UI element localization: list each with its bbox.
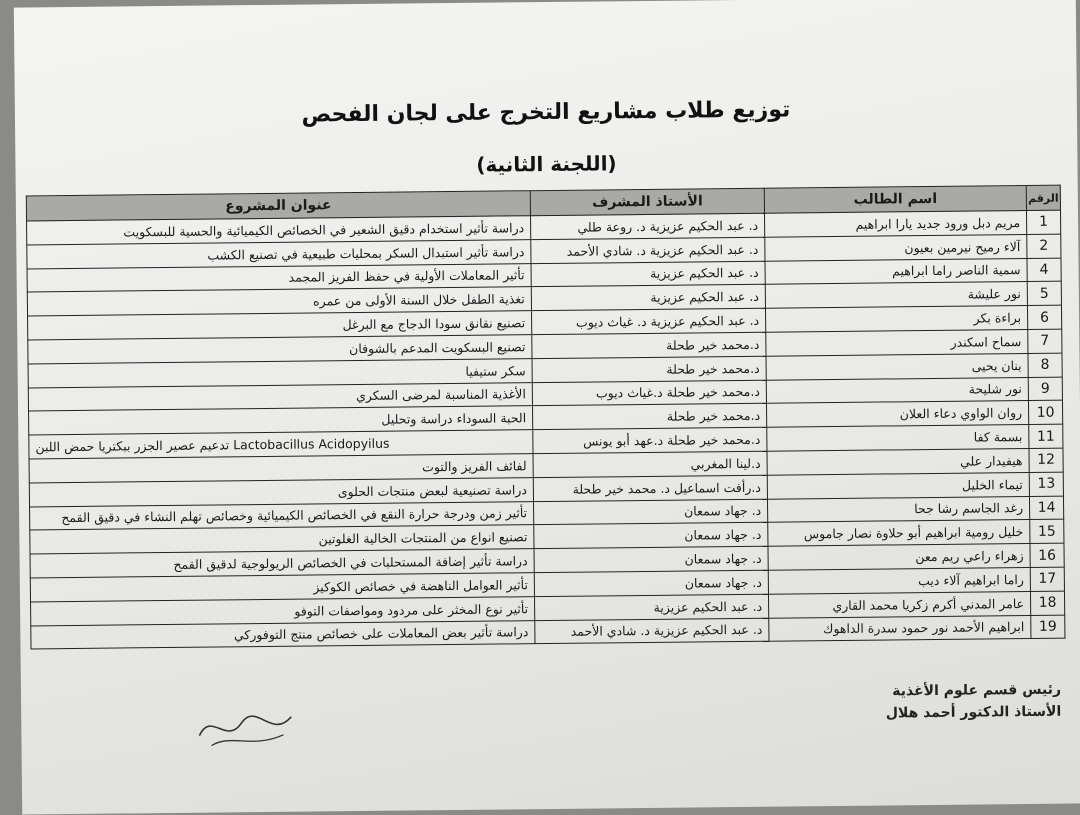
student-names: مريم دبل ورود جديد يارا ابراهيم bbox=[764, 210, 1026, 237]
row-number: 2 bbox=[1027, 234, 1061, 258]
column-header-student: اسم الطالب bbox=[764, 185, 1026, 213]
student-names: روان الواوي دعاء العلان bbox=[766, 401, 1028, 428]
row-number: 15 bbox=[1030, 519, 1064, 543]
project-title: تصنيع انواع من المنتجات الخالية الغلوتين bbox=[30, 525, 534, 554]
row-number: 12 bbox=[1029, 448, 1063, 472]
project-title: دراسة تأثير إضافة المستحلبات في الخصائص الريولوجية لدقيق القمح bbox=[30, 549, 534, 578]
supervisor-names: د.رأفت اسماعيل د. محمد خير طحلة bbox=[533, 475, 767, 501]
project-title: دراسة تأثير بعض المعاملات على خصائص منتج التوفوركي bbox=[31, 620, 535, 649]
row-number: 9 bbox=[1028, 377, 1062, 401]
project-title: دراسة تأثير استخدام دقيق الشعير في الخصائص الكيميائية والحسية للبسكويت bbox=[27, 216, 531, 245]
supervisor-names: د. جهاد سمعان bbox=[534, 499, 768, 525]
supervisor-names: د. عبد الحكيم عزيزية bbox=[531, 285, 765, 311]
page-title: توزيع طلاب مشاريع التخرج على لجان الفحص bbox=[301, 97, 791, 128]
row-number: 8 bbox=[1028, 353, 1062, 377]
project-title: تأثير العوامل الناهضة في خصائص الكوكيز bbox=[30, 573, 534, 602]
supervisor-names: د.محمد خير طحلة bbox=[532, 356, 766, 382]
supervisor-names: د.محمد خير طحلة bbox=[533, 404, 767, 430]
column-header-supervisor: الأستاذ المشرف bbox=[530, 188, 764, 215]
supervisor-names: د. جهاد سمعان bbox=[534, 546, 768, 572]
handwritten-signature bbox=[191, 705, 301, 754]
supervisor-names: د. عبد الحكيم عزيزية د. شادي الأحمد bbox=[535, 618, 769, 644]
student-names: نور شليحة bbox=[766, 377, 1028, 404]
project-title: تدعيم عصير الجزر ببكتريا حمض اللبن Lactobacillus Acidopyilus bbox=[29, 430, 533, 459]
student-names: نور عليشة bbox=[765, 282, 1027, 309]
distribution-table bbox=[26, 185, 1066, 650]
supervisor-names: د. عبد الحكيم عزيزية bbox=[531, 261, 765, 287]
student-names: تيماء الخليل bbox=[767, 472, 1029, 499]
supervisor-names: د. جهاد سمعان bbox=[534, 570, 768, 596]
project-title: تأثير نوع المخثر على مردود ومواصفات التوفو bbox=[31, 596, 535, 625]
student-names: راما ابراهيم آلاء ديب bbox=[768, 567, 1030, 594]
supervisor-names: د. عبد الحكيم عزيزية د. غياث ديوب bbox=[532, 308, 766, 334]
student-names: بسمة كفا bbox=[767, 425, 1029, 452]
project-title: تصنيع نقانق سودا الدجاج مع البرغل bbox=[28, 311, 532, 340]
row-number: 1 bbox=[1026, 210, 1060, 234]
supervisor-names: د. جهاد سمعان bbox=[534, 523, 768, 549]
department-head-name: الأستاذ الدكتور أحمد هلال bbox=[885, 703, 1062, 722]
supervisor-names: د.لينا المغربي bbox=[533, 451, 767, 477]
student-names: خليل رومية ابراهيم أبو حلاوة نصار جاموس bbox=[768, 520, 1030, 547]
project-title: دراسة تأثير استبدال السكر بمحليات طبيعية في تصنيع الكشب bbox=[27, 239, 531, 268]
student-names: بنان يحيى bbox=[766, 353, 1028, 380]
row-number: 14 bbox=[1029, 496, 1063, 520]
document-page bbox=[14, 0, 1080, 815]
supervisor-names: د. عبد الحكيم عزيزية bbox=[534, 594, 768, 620]
row-number: 13 bbox=[1029, 472, 1063, 496]
student-names: رغد الجاسم رشا جحا bbox=[767, 496, 1029, 523]
student-names: سمية الناصر راما ابراهيم bbox=[765, 258, 1027, 285]
row-number: 16 bbox=[1030, 543, 1064, 567]
student-names: سماح اسكندر bbox=[766, 329, 1028, 356]
row-number: 5 bbox=[1027, 282, 1061, 306]
row-number: 6 bbox=[1027, 305, 1061, 329]
student-names: زهراء راعي ريم معن bbox=[768, 544, 1030, 571]
row-number: 7 bbox=[1028, 329, 1062, 353]
row-number: 19 bbox=[1031, 615, 1065, 639]
supervisor-names: د. عبد الحكيم عزيزية د. روعة طلي bbox=[531, 213, 765, 239]
project-title: الأغذية المناسبة لمرضى السكري bbox=[28, 382, 532, 411]
row-number: 4 bbox=[1027, 258, 1061, 282]
student-names: آلاء رميح نيرمين بعيون bbox=[765, 234, 1027, 261]
project-title: تأثير زمن ودرجة حرارة النقع في الخصائص الكيميائية وخصائص تهلم النشاء في دقيق القمح bbox=[30, 501, 534, 530]
project-title: دراسة تصنيعية لبعض منتجات الحلوى bbox=[29, 477, 533, 506]
project-title: سكر ستيفيا bbox=[28, 358, 532, 387]
student-names: ابراهيم الأحمد نور حمود سدرة الداهوك bbox=[769, 615, 1031, 642]
supervisor-names: د.محمد خير طحلة د.عهد أبو يونس bbox=[533, 427, 767, 453]
supervisor-names: د.محمد خير طحلة د.غياث ديوب bbox=[532, 380, 766, 406]
row-number: 11 bbox=[1029, 424, 1063, 448]
department-head-title: رئيس قسم علوم الأغذية bbox=[892, 681, 1062, 700]
project-title: تغذية الطفل خلال السنة الأولى من عمره bbox=[27, 287, 531, 316]
project-title: الحبة السوداء دراسة وتحليل bbox=[29, 406, 533, 435]
student-names: هيفيدار علي bbox=[767, 448, 1029, 475]
project-title: لفائف الفريز والتوت bbox=[29, 454, 533, 483]
student-names: عامر المدني أكرم زكريا محمد القاري bbox=[768, 591, 1030, 618]
row-number: 18 bbox=[1030, 591, 1064, 615]
signature-block bbox=[761, 679, 1061, 726]
row-number: 17 bbox=[1030, 567, 1064, 591]
supervisor-names: د. عبد الحكيم عزيزية د. شادي الأحمد bbox=[531, 237, 765, 263]
project-title: تصنيع البسكويت المدعم بالشوفان bbox=[28, 335, 532, 364]
project-title: تأثير المعاملات الأولية في حفظ الفريز المجمد bbox=[27, 263, 531, 292]
committee-subtitle: (اللجنة الثانية) bbox=[476, 151, 617, 177]
row-number: 10 bbox=[1028, 400, 1062, 424]
column-header-number: الرقم bbox=[1026, 185, 1060, 210]
column-header-project: عنوان المشروع bbox=[26, 191, 530, 221]
supervisor-names: د.محمد خير طحلة bbox=[532, 332, 766, 358]
student-names: براءة بكر bbox=[765, 306, 1027, 333]
